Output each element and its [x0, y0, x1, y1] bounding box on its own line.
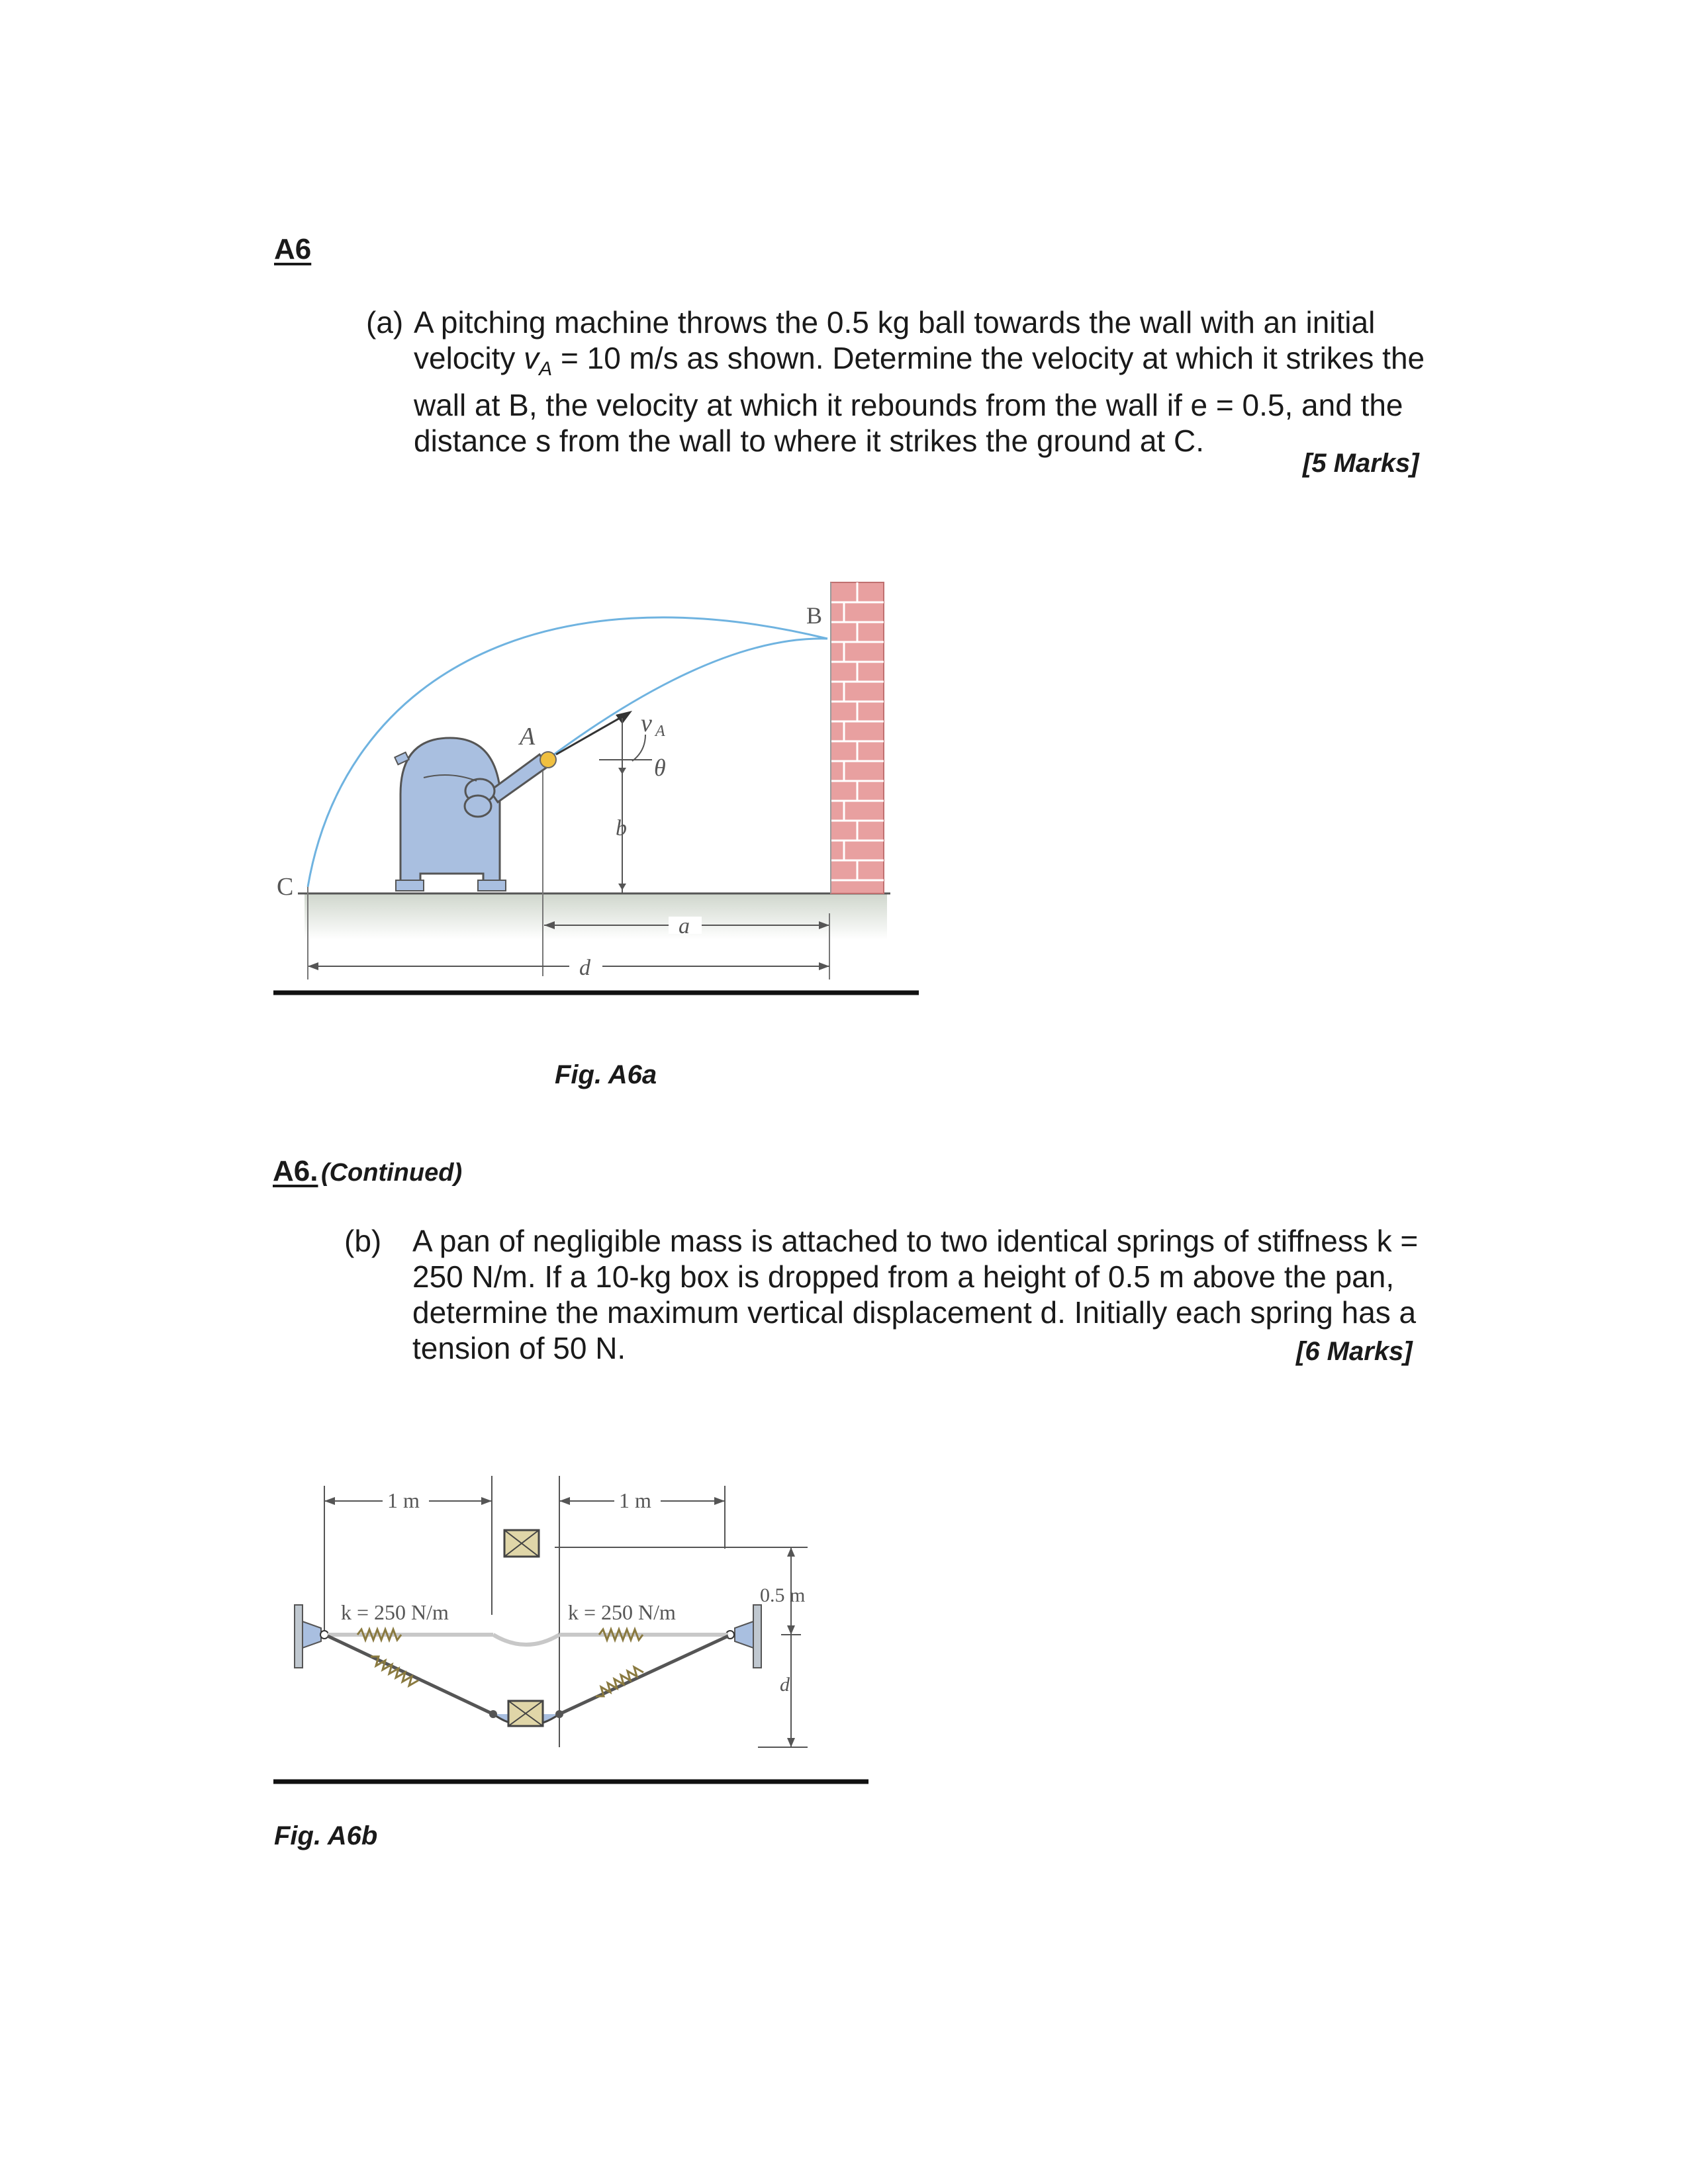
- dim-d-arrow-left: [308, 962, 318, 970]
- pitching-machine: [395, 738, 548, 891]
- part-b-line-3: determine the maximum vertical displacement d. Initially each spring has a: [412, 1295, 1417, 1330]
- label-point-b: B: [806, 602, 823, 629]
- dim-left-label: 1 m: [387, 1488, 420, 1512]
- part-a-label: (a): [366, 305, 404, 340]
- trajectory-a-to-b: [549, 639, 827, 758]
- part-b-line-4: tension of 50 N.: [412, 1331, 626, 1365]
- label-velocity-sub: A: [655, 723, 665, 740]
- part-a-marks: [5 Marks]: [1303, 449, 1419, 478]
- dim-d-arrow-right: [819, 962, 829, 970]
- continued-note: (Continued): [320, 1159, 463, 1187]
- part-a-line-2: [414, 340, 1453, 387]
- spring-left-deflected: [328, 1636, 493, 1714]
- part-a-line-2-pre: velocity: [414, 341, 524, 375]
- figure-a6b: [265, 1456, 894, 1800]
- part-a-line-2-post: = 10 m/s as shown. Determine the velocity at which it strikes the: [552, 341, 1425, 375]
- label-theta: θ: [654, 754, 666, 781]
- theta-arc: [632, 735, 645, 761]
- question-heading: A6: [274, 233, 312, 265]
- part-a-question: [414, 304, 1453, 459]
- label-a: a: [679, 914, 690, 938]
- spring-right-deflected: [559, 1636, 728, 1714]
- label-velocity-v: v: [641, 709, 652, 737]
- ball: [540, 752, 556, 768]
- ground-shade: [305, 893, 887, 940]
- k-left-label: k = 250 N/m: [341, 1600, 449, 1624]
- velocity-arrow: [556, 715, 626, 754]
- velocity-symbol: v: [524, 341, 539, 375]
- box-lower: [508, 1701, 543, 1726]
- pan-pivot-left: [489, 1710, 497, 1718]
- dim-height-arrow-bottom: [787, 1625, 795, 1635]
- part-b-line-2: 250 N/m. If a 10-kg box is dropped from a height of 0.5 m above the pan,: [412, 1259, 1395, 1294]
- part-a-line-4: distance s from the wall to where it strikes the ground at C.: [414, 424, 1204, 459]
- spring-left-initial: [357, 1629, 401, 1640]
- dim-left-arrow-l: [324, 1497, 335, 1505]
- part-b-line-1: A pan of negligible mass is attached to two identical springs of stiffness k =: [412, 1224, 1419, 1258]
- part-b-label: (b): [344, 1224, 382, 1258]
- b-arrow-bottom: [618, 884, 626, 890]
- part-b-marks: [6 Marks]: [1296, 1337, 1413, 1366]
- spring-left-coils: [371, 1657, 418, 1686]
- part-a-line-3: wall at B, the velocity at which it rebounds from the wall if e = 0.5, and the: [414, 388, 1403, 423]
- dim-right-label: 1 m: [619, 1488, 651, 1512]
- box-upper: [504, 1530, 539, 1557]
- k-right-label: k = 250 N/m: [568, 1600, 676, 1624]
- label-point-a: A: [520, 723, 536, 751]
- spring-right-initial: [599, 1629, 643, 1640]
- figure-a6a-caption: Fig. A6a: [555, 1060, 657, 1089]
- label-point-c: C: [277, 873, 294, 901]
- velocity-arrowhead: [616, 711, 632, 724]
- figure-a6a: [265, 569, 927, 1006]
- b-arrow-top: [618, 768, 626, 774]
- dim-left-arrow-r: [481, 1497, 492, 1505]
- disp-label: d: [780, 1674, 790, 1696]
- wall-mount-left: [295, 1605, 328, 1668]
- part-b-question: [412, 1223, 1446, 1366]
- dim-right-arrow-r: [714, 1497, 725, 1505]
- velocity-subscript: A: [539, 358, 553, 381]
- continued-heading: [273, 1155, 462, 1188]
- brick-wall: [831, 582, 884, 893]
- label-b: b: [616, 816, 627, 841]
- continued-heading-label: A6.: [273, 1155, 318, 1187]
- label-d: d: [579, 956, 590, 980]
- dim-disp-arrow-bottom: [787, 1738, 795, 1747]
- dim-right-arrow-l: [559, 1497, 570, 1505]
- spring-right-coils: [596, 1667, 643, 1696]
- figure-a6b-caption: Fig. A6b: [274, 1821, 378, 1850]
- wall-mount-right: [726, 1605, 761, 1668]
- height-label: 0.5 m: [760, 1584, 806, 1606]
- part-a-line-1: A pitching machine throws the 0.5 kg ball towards the wall with an initial: [414, 305, 1376, 340]
- dim-height-arrow-top: [787, 1547, 795, 1557]
- pan-pivot-right: [555, 1710, 563, 1718]
- trajectory-b-to-c: [308, 617, 827, 887]
